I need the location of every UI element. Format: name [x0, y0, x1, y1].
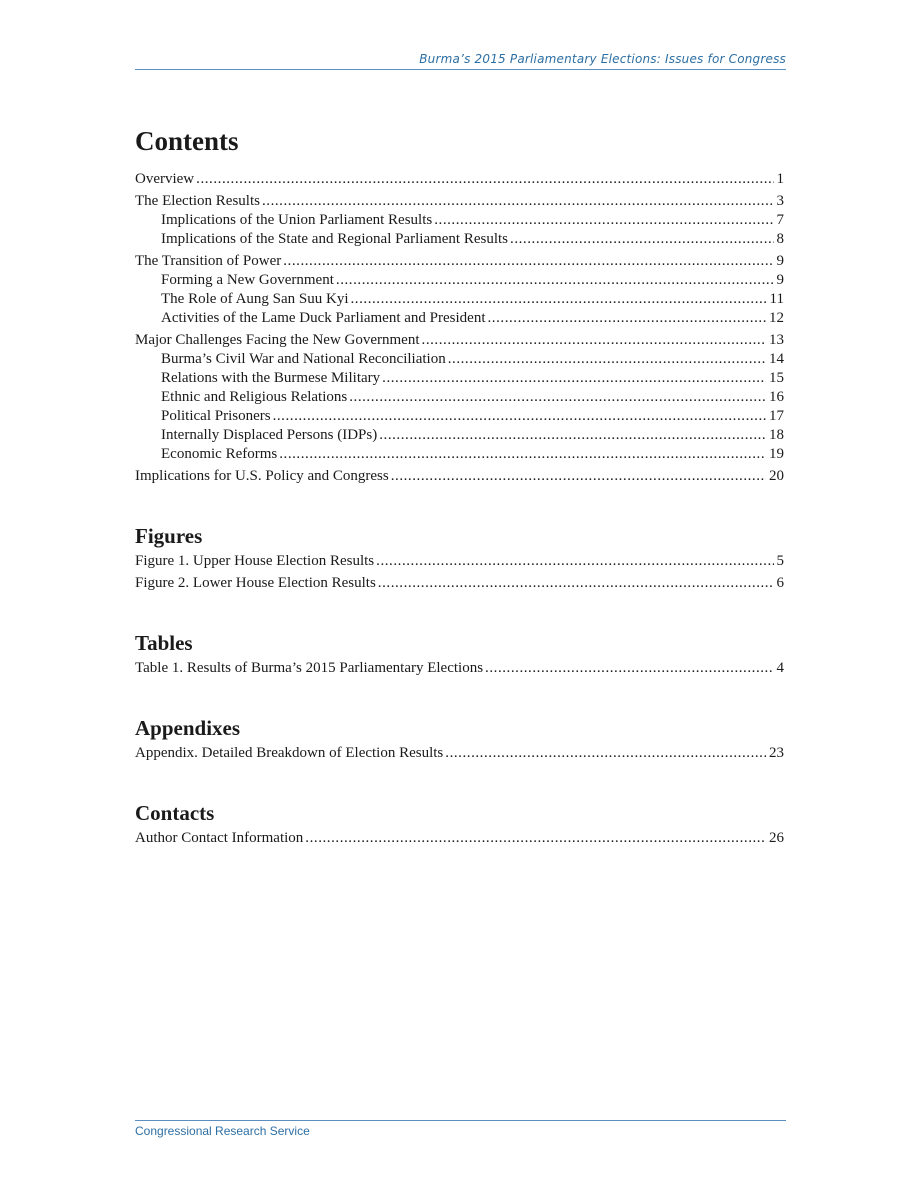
toc-entry-title[interactable]: Burma’s Civil War and National Reconciliation — [161, 351, 446, 367]
toc-entry-page-number[interactable]: 1 — [776, 171, 784, 187]
toc-entry-title[interactable]: Overview — [135, 171, 195, 187]
appendixes-section — [135, 714, 784, 763]
toc-entry-page-number[interactable]: 17 — [769, 408, 784, 424]
toc-entry-title[interactable]: The Election Results — [135, 193, 260, 209]
dot-leader — [510, 230, 773, 249]
toc-entry[interactable] — [135, 211, 784, 230]
dot-leader — [349, 388, 766, 407]
running-header — [135, 52, 786, 70]
tables-section — [135, 629, 784, 678]
toc-entry-page-number[interactable]: 5 — [776, 553, 784, 569]
toc-entry-title[interactable]: Economic Reforms — [161, 446, 278, 462]
toc-entry[interactable] — [135, 170, 784, 189]
toc-entry-title[interactable]: Internally Displaced Persons (IDPs) — [161, 427, 378, 443]
contents-section — [135, 120, 784, 486]
dot-leader — [378, 574, 774, 593]
toc-entry[interactable] — [135, 252, 784, 271]
toc-entry-title[interactable]: Table 1. Results of Burma’s 2015 Parliamentary Elections — [135, 660, 484, 676]
toc-entry-page-number[interactable]: 19 — [769, 446, 784, 462]
toc-entry-title[interactable]: Ethnic and Religious Relations — [161, 389, 348, 405]
toc-entry[interactable] — [135, 271, 784, 290]
appendixes-heading: Appendixes — [135, 716, 241, 740]
table-of-contents — [135, 120, 784, 848]
dot-leader — [382, 369, 766, 388]
dot-leader — [273, 407, 766, 426]
toc-entry-title[interactable]: Figure 2. Lower House Election Results — [135, 575, 376, 591]
toc-entry-page-number[interactable]: 16 — [769, 389, 784, 405]
tables-heading: Tables — [135, 631, 193, 655]
dot-leader — [376, 552, 773, 571]
toc-entry[interactable] — [135, 230, 784, 249]
toc-entry-page-number[interactable]: 9 — [776, 253, 784, 269]
toc-entry[interactable] — [135, 829, 784, 848]
toc-entry[interactable] — [135, 467, 784, 486]
dot-leader — [485, 659, 773, 678]
toc-entry-page-number[interactable]: 6 — [776, 575, 784, 591]
toc-entry-page-number[interactable]: 23 — [769, 745, 784, 761]
dot-leader — [262, 192, 774, 211]
figures-section — [135, 522, 784, 593]
toc-entry-page-number[interactable]: 18 — [769, 427, 784, 443]
toc-entry-page-number[interactable]: 7 — [776, 212, 784, 228]
contents-heading: Contents — [135, 126, 239, 156]
toc-entry-title[interactable]: Appendix. Detailed Breakdown of Election Results — [135, 745, 444, 761]
toc-entry-title[interactable]: Implications of the Union Parliament Results — [161, 212, 433, 228]
contacts-heading: Contacts — [135, 801, 215, 825]
dot-leader — [305, 829, 766, 848]
toc-entry[interactable] — [135, 309, 784, 328]
contacts-section — [135, 799, 784, 848]
toc-entry-page-number[interactable]: 3 — [776, 193, 784, 209]
dot-leader — [196, 170, 773, 189]
toc-entry-title[interactable]: Forming a New Government — [161, 272, 334, 288]
toc-entry-page-number[interactable]: 20 — [769, 468, 784, 484]
toc-entry-title[interactable]: The Transition of Power — [135, 253, 282, 269]
figures-heading: Figures — [135, 524, 203, 548]
toc-entry[interactable] — [135, 552, 784, 571]
toc-entry[interactable] — [135, 407, 784, 426]
toc-entry-page-number[interactable]: 4 — [776, 660, 784, 676]
contacts-list — [135, 829, 784, 848]
contents-list — [135, 170, 784, 486]
dot-leader — [488, 309, 767, 328]
dot-leader — [445, 744, 766, 763]
toc-entry[interactable] — [135, 659, 784, 678]
toc-entry[interactable] — [135, 369, 784, 388]
toc-entry[interactable] — [135, 426, 784, 445]
dot-leader — [448, 350, 766, 369]
toc-entry-title[interactable]: Political Prisoners — [161, 408, 271, 424]
dot-leader — [283, 252, 773, 271]
toc-entry[interactable] — [135, 445, 784, 464]
dot-leader — [379, 426, 766, 445]
toc-entry-page-number[interactable]: 26 — [769, 830, 784, 846]
toc-entry-title[interactable]: Activities of the Lame Duck Parliament and President — [161, 310, 486, 326]
figures-list — [135, 552, 784, 593]
toc-entry-title[interactable]: Relations with the Burmese Military — [161, 370, 381, 386]
toc-entry[interactable] — [135, 192, 784, 211]
toc-entry[interactable] — [135, 331, 784, 350]
toc-entry[interactable] — [135, 744, 784, 763]
toc-entry-title[interactable]: Author Contact Information — [135, 830, 304, 846]
toc-entry-title[interactable]: Implications of the State and Regional Parliament Results — [161, 231, 509, 247]
toc-entry-page-number[interactable]: 13 — [769, 332, 784, 348]
toc-entry[interactable] — [135, 290, 784, 309]
toc-entry[interactable] — [135, 350, 784, 369]
dot-leader — [422, 331, 766, 350]
toc-entry-page-number[interactable]: 8 — [776, 231, 784, 247]
toc-entry-page-number[interactable]: 12 — [769, 310, 784, 326]
running-header-title: Burma’s 2015 Parliamentary Elections: Issues for Congress — [419, 52, 786, 66]
toc-entry-title[interactable]: Major Challenges Facing the New Government — [135, 332, 420, 348]
toc-entry-title[interactable]: The Role of Aung San Suu Kyi — [161, 291, 349, 307]
toc-entry-title[interactable]: Implications for U.S. Policy and Congress — [135, 468, 389, 484]
tables-list — [135, 659, 784, 678]
page-footer — [135, 1120, 786, 1138]
toc-entry[interactable] — [135, 574, 784, 593]
toc-entry-page-number[interactable]: 11 — [769, 291, 784, 307]
dot-leader — [279, 445, 766, 464]
toc-entry-page-number[interactable]: 15 — [769, 370, 784, 386]
dot-leader — [351, 290, 767, 309]
dot-leader — [391, 467, 766, 486]
footer-organization: Congressional Research Service — [135, 1124, 310, 1138]
toc-entry-page-number[interactable]: 9 — [776, 272, 784, 288]
toc-entry[interactable] — [135, 388, 784, 407]
toc-entry-page-number[interactable]: 14 — [769, 351, 784, 367]
appendixes-list — [135, 744, 784, 763]
dot-leader — [336, 271, 774, 290]
toc-entry-title[interactable]: Figure 1. Upper House Election Results — [135, 553, 375, 569]
dot-leader — [434, 211, 773, 230]
